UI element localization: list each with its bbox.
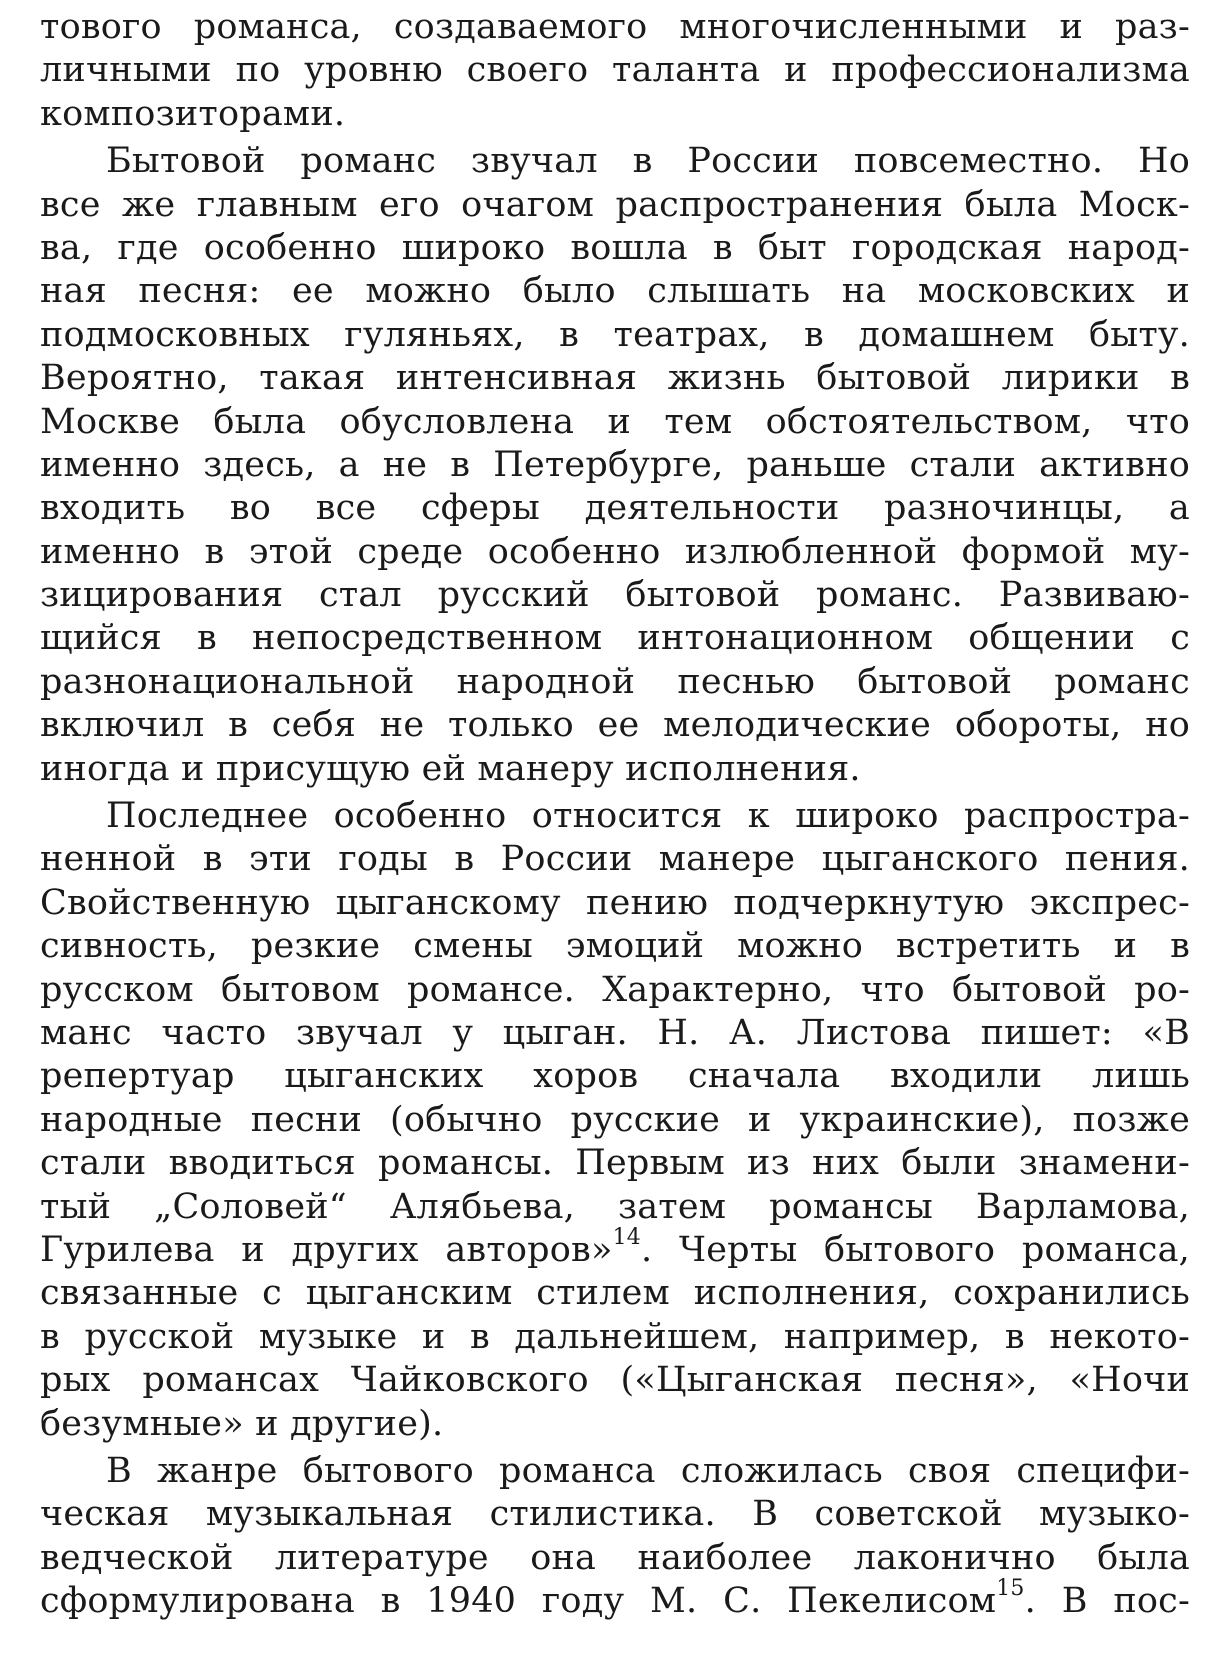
text-line: композиторами.	[40, 93, 346, 134]
text-line: репертуар цыганских хоров сначала входили лишь	[40, 1056, 1190, 1097]
text-line	[40, 1225, 1190, 1272]
footnote-reference[interactable]: 15	[996, 1576, 1025, 1602]
text-line: ческая музыкальная стилистика. В советской музыко-	[40, 1494, 1190, 1535]
line-text: . Черты бытового романса,	[640, 1229, 1190, 1270]
text-line: манс часто звучал у цыган. Н. А. Листова пишет: «В	[40, 1012, 1190, 1053]
text-line: входить во все сферы деятельности разночинцы, а	[40, 488, 1190, 529]
text-line: стали вводиться романсы. Первым из них были знамени-	[40, 1143, 1190, 1184]
text-line: русском бытовом романсе. Характерно, что бытовой ро-	[40, 969, 1190, 1010]
line-text: сформулирована в 1940 году М. С. Пекелисом	[40, 1581, 997, 1622]
text-line: именно в этой среде особенно излюбленной формой му-	[40, 531, 1190, 572]
text-line: ная песня: ее можно было слышать на московских и	[40, 271, 1190, 312]
text-line: щийся в непосредственном интонационном общении с	[40, 618, 1190, 659]
text-line: ва, где особенно широко вошла в быт городская народ-	[40, 227, 1190, 268]
text-line: ненной в эти годы в России манере цыганского пения.	[40, 839, 1190, 880]
text-line: Последнее особенно относится к широко распростра-	[106, 796, 1190, 837]
text-line: ведческой литературе она наиболее лаконично была	[40, 1537, 1190, 1578]
text-line: безумные» и другие).	[40, 1403, 444, 1444]
paragraph	[40, 140, 1190, 791]
text-line: именно здесь, а не в Петербурге, раньше стали активно	[40, 444, 1190, 485]
text-line: тового романса, создаваемого многочисленными и раз-	[40, 7, 1190, 47]
text-line: Москве была обусловлена и тем обстоятельством, что	[40, 401, 1190, 442]
text-line: зицирования стал русский бытовой романс. Развиваю-	[40, 575, 1190, 616]
text-line: В жанре бытового романса сложилась своя специфи-	[106, 1450, 1190, 1491]
text-line: связанные с цыганским стилем исполнения, сохранились	[40, 1273, 1190, 1314]
text-line: Бытовой романс звучал в России повсеместно. Но	[106, 141, 1190, 182]
text-line	[40, 1576, 1190, 1623]
text-line: личными по уровню своего таланта и профессионализма	[40, 50, 1190, 91]
text-line: иногда и присущую ей манеру исполнения.	[40, 748, 861, 789]
text-line: в русской музыке и в дальнейшем, например, в некото-	[40, 1316, 1190, 1357]
footnote-reference[interactable]: 14	[612, 1225, 641, 1251]
text-line: тый „Соловей“ Алябьева, затем романсы Варламова,	[40, 1186, 1190, 1227]
text-line: рых романсах Чайковского («Цыганская песня», «Ночи	[40, 1360, 1190, 1401]
text-line: Свойственную цыганскому пению подчеркнутую экспрес-	[40, 882, 1190, 923]
text-line: разнонациональной народной песнью бытовой романс	[40, 661, 1190, 702]
paragraph	[40, 1450, 1190, 1624]
text-line: все же главным его очагом распространения была Моск-	[40, 184, 1190, 225]
line-text: Гурилева и других авторов»	[40, 1229, 613, 1270]
text-line: Вероятно, такая интенсивная жизнь бытовой лирики в	[40, 358, 1190, 399]
text-line: народные песни (обычно русские и украинские), позже	[40, 1099, 1190, 1140]
text-line: включил в себя не только ее мелодические обороты, но	[40, 705, 1190, 746]
text-line: сивность, резкие смены эмоций можно встретить и в	[40, 926, 1190, 967]
paragraph	[40, 6, 1190, 136]
text-line: подмосковных гуляньях, в театрах, в домашнем быту.	[40, 314, 1190, 355]
line-text: . В пос-	[1024, 1581, 1190, 1622]
paragraph	[40, 795, 1190, 1446]
book-page	[40, 6, 1190, 1623]
